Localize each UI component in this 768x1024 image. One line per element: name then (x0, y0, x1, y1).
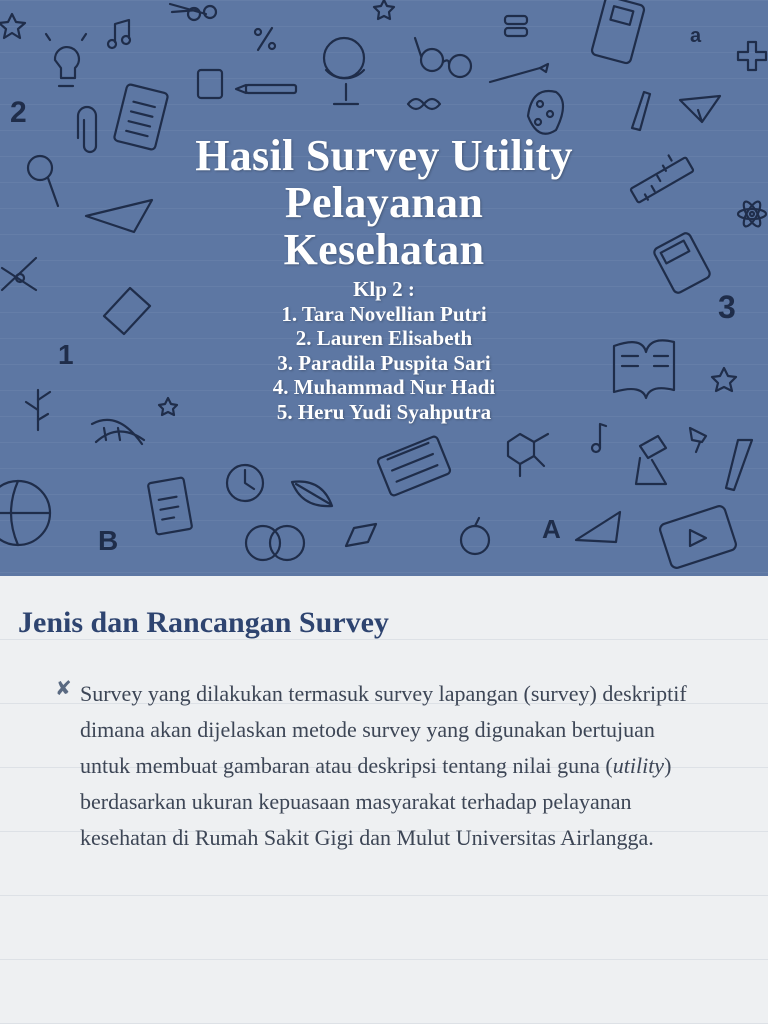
small-star-icon (374, 0, 394, 19)
infinity-icon (408, 99, 440, 109)
slide-heading: Jenis dan Rancangan Survey (18, 606, 389, 639)
percent-icon (255, 28, 275, 50)
bullet-text (80, 676, 695, 856)
scissors-icon (170, 4, 216, 20)
title-block (0, 132, 768, 424)
title-line-2: Pelayanan (284, 178, 484, 227)
rings-icon (246, 526, 304, 560)
member-item: 3. Paradila Puspita Sari (277, 350, 491, 375)
apple-icon (461, 518, 489, 554)
pen-icon (726, 440, 752, 490)
utility-term: utility (612, 753, 665, 778)
number-1-doodle: 1 (58, 339, 74, 370)
basketball-icon (0, 481, 50, 545)
globe-icon (324, 38, 364, 104)
group-members (0, 277, 768, 424)
presentation-title (0, 132, 768, 273)
leaf-icon (292, 482, 332, 507)
content-slide (0, 576, 768, 1024)
glasses-icon (415, 38, 471, 77)
x-mark-icon: ✘ (55, 676, 72, 700)
group-label: Klp 2 : (353, 277, 415, 301)
number-2-doodle: 2 (10, 96, 27, 129)
phone-icon (591, 0, 645, 64)
notebook-icon (377, 435, 451, 496)
pencil-icon (236, 85, 296, 93)
letter-b-doodle: B (98, 525, 119, 556)
pushpin-icon (690, 428, 706, 452)
bullet-text-part-1: Survey yang dilakukan termasuk survey lapangan (survey) deskriptif dimana akan dijelaskan metode survey yang digunakan bertujuan untuk membuat gambaran atau deskripsi tentang nilai guna ( (80, 681, 687, 778)
dna-accent (84, 437, 116, 469)
member-item: 4. Muhammad Nur Hadi (272, 375, 496, 399)
letter-a-capital-doodle: A (542, 514, 561, 544)
equals-icon (505, 16, 527, 36)
paintbrush-icon (490, 64, 548, 82)
member-item: 1. Tara Novellian Putri (281, 301, 487, 326)
triangle-ruler-icon (576, 512, 620, 542)
music-note-icon (108, 20, 130, 48)
letter-a-doodle: a (690, 25, 702, 47)
plus-icon (738, 42, 766, 70)
sticky-note-icon (198, 70, 222, 98)
test-tube-icon (632, 92, 650, 130)
number-3-doodle: 3 (718, 289, 736, 325)
clock-icon (227, 465, 263, 501)
document-icon (148, 477, 192, 534)
media-player-icon (659, 505, 738, 570)
star-icon (0, 14, 25, 38)
music-note-small-icon (592, 424, 606, 452)
bullet-text-part-2: ) berdasarkan ukuran kepuasaan masyarakat terhadap pelayanan kesehatan di Rumah Sakit Gigi dan Mulut Universitas Airlangga. (80, 753, 672, 850)
flask-icon (636, 436, 666, 484)
palette-icon (528, 91, 563, 134)
member-item: 2. Lauren Elisabeth (295, 326, 473, 350)
lightbulb-icon (46, 34, 86, 86)
bullet-item (55, 676, 695, 856)
eraser-icon (346, 524, 376, 546)
title-line-3: Kesehatan (283, 225, 485, 274)
paper-plane-icon (680, 96, 720, 122)
member-item: 5. Heru Yudi Syahputra (276, 399, 492, 424)
molecule-icon (508, 434, 548, 476)
title-line-1: Hasil Survey Utility (195, 131, 573, 180)
